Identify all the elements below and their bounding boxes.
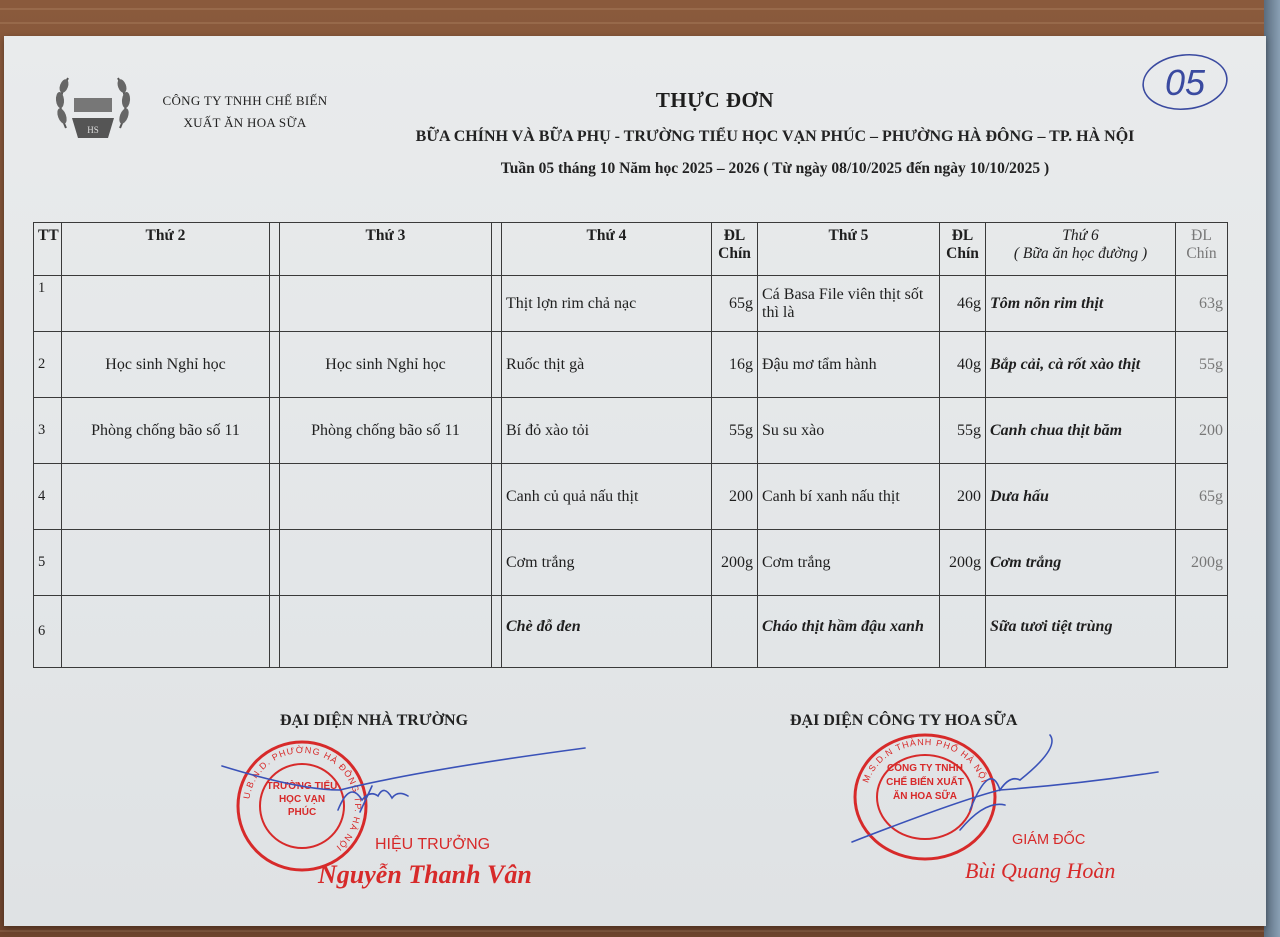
cell-thu6: Bắp cải, cà rốt xào thịt bbox=[986, 332, 1176, 398]
cell-thu3 bbox=[280, 276, 492, 332]
school-signer-name: Nguyễn Thanh Vân bbox=[318, 860, 532, 889]
company-signature-label: ĐẠI DIỆN CÔNG TY HOA SỮA bbox=[790, 712, 1018, 729]
cell-thu3: Phòng chống bão số 11 bbox=[280, 398, 492, 464]
cell-dl3: 200g bbox=[1176, 530, 1228, 596]
row-number: 1 bbox=[34, 276, 62, 332]
company-stamp bbox=[852, 732, 998, 862]
cell-dl1: 200 bbox=[712, 464, 758, 530]
table-row bbox=[34, 398, 1228, 464]
cell-thu2: Học sinh Nghỉ học bbox=[62, 332, 270, 398]
company-stamp-center: CÔNG TY TNHH CHẾ BIẾN XUẤT ĂN HOA SỮA bbox=[886, 763, 964, 802]
cell-thu5: Cơm trắng bbox=[758, 530, 940, 596]
cell-dl1: 55g bbox=[712, 398, 758, 464]
row-number: 5 bbox=[34, 530, 62, 596]
company-stamp-ring-text: M.S.D.N THÀNH PHỐ HÀ NỘI bbox=[860, 736, 990, 785]
cell-dl2: 200g bbox=[940, 530, 986, 596]
school-stamp bbox=[232, 736, 372, 876]
school-stamp-ring-text: U.B.N.D. PHƯỜNG HÀ ĐÔNG TP. HÀ NỘI bbox=[241, 744, 364, 854]
background-strip bbox=[1264, 0, 1280, 937]
cell-thu4: Chè đỗ đen bbox=[502, 596, 712, 668]
week-range: Tuần 05 tháng 10 Năm học 2025 – 2026 ( Từ ngày 08/10/2025 đến ngày 10/10/2025 ) bbox=[500, 160, 1050, 177]
cell-dl3 bbox=[1176, 596, 1228, 668]
cell-dl2: 200 bbox=[940, 464, 986, 530]
column-gap bbox=[492, 464, 502, 530]
cell-thu5: Đậu mơ tẩm hành bbox=[758, 332, 940, 398]
header-tt: TT bbox=[34, 223, 62, 276]
school-stamp-center: TRƯỜNG TIỂU HỌC VẠN PHÚC bbox=[266, 781, 338, 818]
company-logo bbox=[52, 58, 134, 158]
school-signature-label: ĐẠI DIỆN NHÀ TRƯỜNG bbox=[280, 712, 469, 729]
school-role: HIỆU TRƯỞNG bbox=[375, 836, 491, 853]
cell-dl3: 200 bbox=[1176, 398, 1228, 464]
header-thu6-day: Thứ 6 bbox=[1062, 227, 1099, 244]
cell-thu6: Cơm trắng bbox=[986, 530, 1176, 596]
header-thu6 bbox=[986, 223, 1176, 276]
row-number: 6 bbox=[34, 596, 62, 668]
table-row bbox=[34, 332, 1228, 398]
company-name bbox=[140, 90, 350, 134]
cell-thu5: Canh bí xanh nấu thịt bbox=[758, 464, 940, 530]
cell-dl2: 55g bbox=[940, 398, 986, 464]
column-gap bbox=[492, 596, 502, 668]
cell-dl1: 65g bbox=[712, 276, 758, 332]
header-thu4: Thứ 4 bbox=[502, 223, 712, 276]
column-gap bbox=[270, 596, 280, 668]
column-gap bbox=[270, 332, 280, 398]
header-dl1: ĐL Chín bbox=[712, 223, 758, 276]
cell-thu2: Phòng chống bão số 11 bbox=[62, 398, 270, 464]
cell-thu6: Canh chua thịt băm bbox=[986, 398, 1176, 464]
column-gap bbox=[270, 464, 280, 530]
cell-thu2 bbox=[62, 596, 270, 668]
company-role: GIÁM ĐỐC bbox=[1012, 832, 1086, 848]
cell-thu3: Học sinh Nghỉ học bbox=[280, 332, 492, 398]
cell-thu5: Cá Basa File viên thịt sốt thì là bbox=[758, 276, 940, 332]
cell-thu3 bbox=[280, 530, 492, 596]
table-row bbox=[34, 530, 1228, 596]
menu-subtitle: BỮA CHÍNH VÀ BỮA PHỤ - TRƯỜNG TIỂU HỌC VẠN PHÚC – PHƯỜNG HÀ ĐÔNG – TP. HÀ NỘI bbox=[415, 128, 1135, 145]
cell-thu4: Bí đỏ xào tỏi bbox=[502, 398, 712, 464]
header-dl3: ĐL Chín bbox=[1176, 223, 1228, 276]
cell-thu4: Ruốc thịt gà bbox=[502, 332, 712, 398]
table-row bbox=[34, 596, 1228, 668]
cell-dl1: 200g bbox=[712, 530, 758, 596]
header-dl2: ĐL Chín bbox=[940, 223, 986, 276]
cell-thu2 bbox=[62, 530, 270, 596]
column-gap bbox=[270, 276, 280, 332]
header-thu6-sub: ( Bữa ăn học đường ) bbox=[1013, 245, 1148, 262]
company-line2: XUẤT ĂN HOA SỮA bbox=[183, 115, 307, 130]
cell-thu6: Dưa hấu bbox=[986, 464, 1176, 530]
cell-thu6: Tôm nõn rim thịt bbox=[986, 276, 1176, 332]
column-gap bbox=[492, 223, 502, 276]
cell-dl1: 16g bbox=[712, 332, 758, 398]
header-thu2: Thứ 2 bbox=[62, 223, 270, 276]
handwritten-number bbox=[1140, 50, 1230, 112]
company-line1: CÔNG TY TNHH CHẾ BIẾN bbox=[162, 93, 328, 108]
cell-dl3: 65g bbox=[1176, 464, 1228, 530]
cell-dl2: 40g bbox=[940, 332, 986, 398]
cell-dl2: 46g bbox=[940, 276, 986, 332]
cell-thu4: Cơm trắng bbox=[502, 530, 712, 596]
cell-thu6: Sữa tươi tiệt trùng bbox=[986, 596, 1176, 668]
cell-thu2 bbox=[62, 276, 270, 332]
cell-thu3 bbox=[280, 464, 492, 530]
column-gap bbox=[492, 276, 502, 332]
svg-text:HS: HS bbox=[87, 125, 99, 135]
cell-thu3 bbox=[280, 596, 492, 668]
column-gap bbox=[270, 223, 280, 276]
cell-dl3: 55g bbox=[1176, 332, 1228, 398]
table-row bbox=[34, 464, 1228, 530]
cell-dl3: 63g bbox=[1176, 276, 1228, 332]
company-signer-name: Bùi Quang Hoàn bbox=[965, 858, 1116, 883]
column-gap bbox=[270, 398, 280, 464]
table-header-row bbox=[34, 223, 1228, 276]
column-gap bbox=[492, 332, 502, 398]
cell-thu2 bbox=[62, 464, 270, 530]
cell-dl1 bbox=[712, 596, 758, 668]
row-number: 3 bbox=[34, 398, 62, 464]
cell-thu5: Cháo thịt hầm đậu xanh bbox=[758, 596, 940, 668]
column-gap bbox=[492, 530, 502, 596]
cell-dl2 bbox=[940, 596, 986, 668]
column-gap bbox=[270, 530, 280, 596]
menu-table bbox=[33, 222, 1228, 668]
column-gap bbox=[492, 398, 502, 464]
header-thu5: Thứ 5 bbox=[758, 223, 940, 276]
cell-thu4: Thịt lợn rim chả nạc bbox=[502, 276, 712, 332]
row-number: 4 bbox=[34, 464, 62, 530]
cell-thu4: Canh củ quả nấu thịt bbox=[502, 464, 712, 530]
cell-thu5: Su su xào bbox=[758, 398, 940, 464]
table-row bbox=[34, 276, 1228, 332]
header-thu3: Thứ 3 bbox=[280, 223, 492, 276]
page-title: THỰC ĐƠN bbox=[655, 88, 775, 112]
row-number: 2 bbox=[34, 332, 62, 398]
handwritten-number-text: 05 bbox=[1164, 62, 1206, 103]
